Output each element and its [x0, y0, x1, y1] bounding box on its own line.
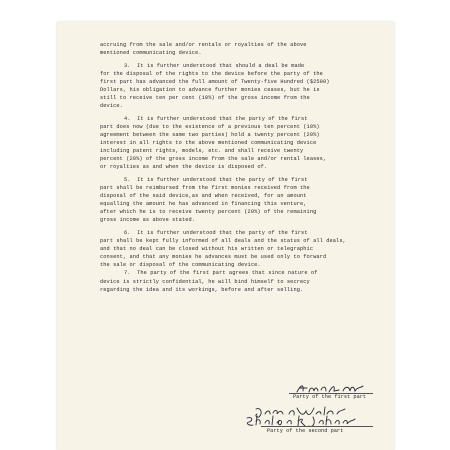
text-line: 5. It is further understood that the party of the first	[124, 176, 308, 183]
text-line: Dollars, his obligation to advance further monies ceases, but he is	[100, 86, 320, 93]
text-line: and that no deal can be closed without his written or telegraphic	[100, 246, 314, 253]
text-line: disposal of the said device,as and when received, for an amount	[100, 193, 307, 200]
text-line: mentioned communicating device.	[100, 50, 202, 57]
text-line: accruing from the sale and/or rentals or royalties of the above	[100, 42, 307, 48]
first-party-caption: Party of the first part	[293, 394, 367, 400]
text-line: regarding the idea and its workings, before and after selling.	[100, 286, 304, 293]
text-line: for the disposal of the rights to the device before the party of the	[100, 70, 323, 77]
text-line: device is strictly confidential, he will bind himself to secrecy	[100, 278, 310, 285]
text-line: device.	[100, 103, 123, 110]
text-line: equalling the amount he has advanced in financing this venture,	[100, 201, 307, 208]
text-line: after which he is to receive twenty percent (20%) of the remaining	[100, 209, 317, 216]
text-line: still to receive ten per cent (10%) of the gross income from the	[100, 95, 310, 102]
text-line: the sale or disposal of the communicating device.	[100, 262, 261, 269]
signature-block	[57, 22, 394, 450]
text-line: gross income as above stated.	[100, 217, 196, 224]
text-line: interest in all rights to the above mentioned communicating device	[100, 140, 317, 147]
text-line: 4. It is further understood that the party of the first	[124, 115, 308, 122]
text-line: 3. It is further understood that should a deal be made	[124, 62, 305, 69]
text-line: agreement between the same two parties) hold a twenty percent (20%)	[100, 131, 320, 138]
text-line: 7. The party of the first part agrees that since nature of	[124, 270, 318, 277]
text-line: part does now (due to the existence of a previous ten percent (10%)	[100, 123, 320, 130]
second-party-caption: Party of the second part	[267, 428, 344, 434]
document-page	[57, 22, 394, 450]
text-line: part shall be reimbursed from the first monies received from the	[100, 185, 310, 191]
text-line: including patent rights, models, etc. and shall receive twenty	[100, 148, 304, 155]
text-line: first part has advanced the full amount of Twenty-five Hundred ($2500)	[100, 78, 330, 85]
text-line: percent (20%) of the gross income from the sale and/or rental leases,	[100, 156, 327, 163]
text-line: or royalties as and when the device is disposed of.	[100, 164, 268, 171]
text-line: consent, and that any monies he advances must be used only to forward	[100, 254, 327, 261]
text-line: 6. It is further understood that the party of the first	[124, 229, 308, 236]
text-line: part shall be kept fully informed of all deals and the status of all deals,	[100, 238, 346, 245]
